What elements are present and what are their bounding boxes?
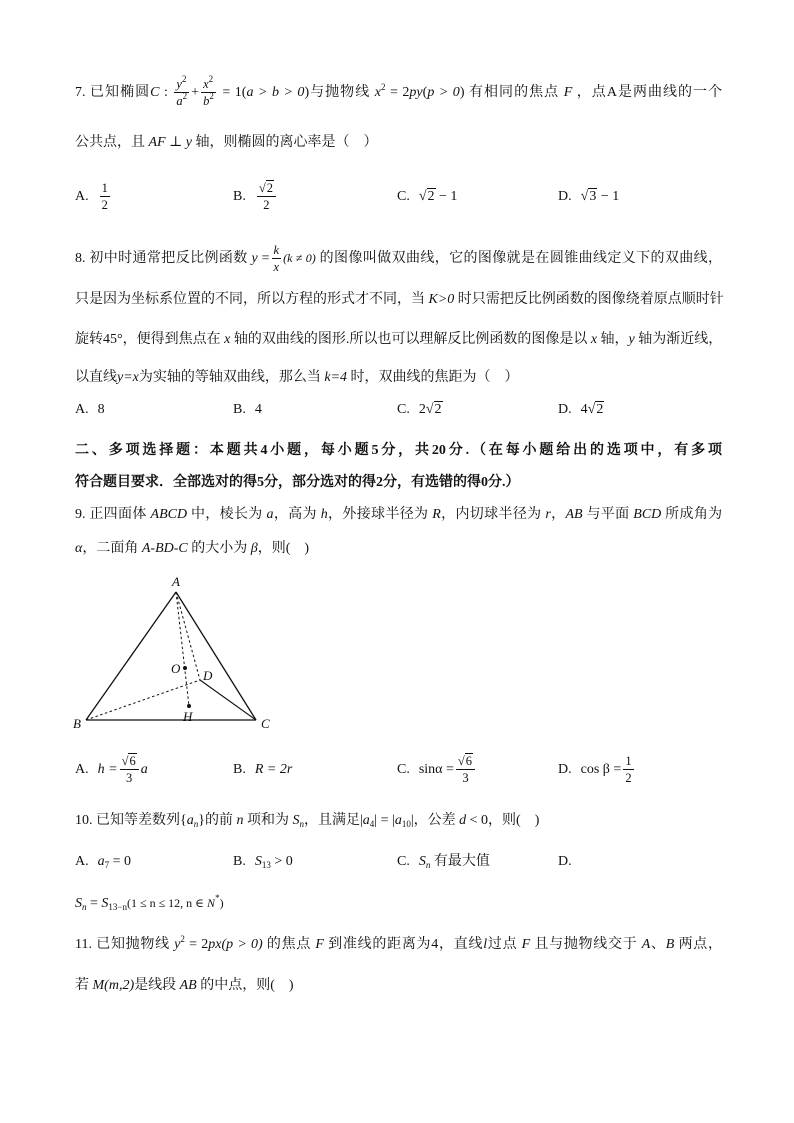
paren-close: ) [459,85,465,100]
separator: 、 [650,937,666,952]
question-text: ， [550,507,566,522]
q10-option-d [558,852,581,872]
question-text: 有相同的焦点 [469,85,560,100]
question-text: 中，棱长为 [190,507,263,522]
focus-label: F [563,85,573,100]
option-label: A. [75,402,89,417]
segment-label: AB [179,978,197,993]
question-text: 两点， [678,937,723,952]
label-b: B [73,716,81,731]
variable: x [590,332,598,347]
option-rest: − 1 [439,189,458,204]
colon: : [164,85,168,100]
radical-sign: √ [258,181,266,196]
variable: x [374,85,381,100]
question-text: 公共点，且 [75,135,145,150]
angle-beta: β [250,541,258,556]
segment-label: AF [148,135,166,150]
fraction-k-over-x [272,244,282,273]
fraction [120,755,139,784]
section-heading-line-1: 二、多项选择题：本题共4小题，每小题5分，共20分.（在每小题给出的选项中，有多项 [75,443,722,458]
q8-option-d [558,400,604,420]
variable: a [176,93,183,108]
question-text: ，二面角 [82,541,139,556]
option-label: D. [558,402,572,417]
option-lhs: cos β = [580,762,622,777]
fraction [257,182,276,211]
variable: S [75,896,82,911]
focus-label: F [521,937,531,952]
question-text: ，且满足 [303,813,360,828]
radicand: 6 [129,754,136,769]
label-o: O [171,661,181,676]
variable: r [545,507,551,522]
q7-line-1 [75,74,723,108]
q7-option-a [75,181,112,212]
variable: x [203,77,209,92]
fraction-denominator [174,90,189,108]
angle-value: 45° [103,332,123,347]
angle-alpha: α [75,541,83,556]
fraction-x2-over-b2 [201,74,216,108]
label-h: H [183,709,193,724]
subscript: 13 [261,860,271,870]
variable: a [140,762,148,777]
point-label: M [92,978,105,993]
question-text: 以直线 [75,370,117,385]
edge-dc [200,680,256,720]
set-symbol: N [207,896,216,910]
question-text: ，公差 [413,813,456,828]
line-label: l [483,937,488,952]
edge-ac [176,592,256,720]
point-label: A [641,937,651,952]
coefficient: 4 [580,402,588,417]
condition: (k ≠ 0) [283,251,316,265]
option-rest: > 0 [274,854,293,869]
subscript: n [425,860,431,870]
focus-label: F [315,937,324,952]
point-label: B [665,937,675,952]
question-text: 到准线的距离为 [328,937,432,952]
parabola-condition: p > 0 [427,85,460,100]
fraction [100,182,110,211]
fraction-y2-over-a2 [174,74,189,108]
q10-option-a [75,852,131,872]
exponent: 2 [181,74,187,85]
abs-bar: | [392,813,395,828]
question-text: 旋转 [75,332,103,347]
q8-option-a [75,400,105,420]
option-rest: 有最大值 [433,854,490,869]
fraction-numerator [120,755,139,770]
option-label: C. [397,189,410,204]
question-text: 轴， [600,332,629,347]
option-label: A. [75,189,89,204]
fraction-denominator: 3 [126,770,133,785]
question-text: 只是因为坐标系位置的不同，所以方程的形式才不同，当 [75,292,425,307]
question-text: ，外接球半径为 [327,507,429,522]
option-label: B. [233,854,246,869]
question-text: 过点 [487,937,518,952]
subscript: 7 [104,860,110,870]
radical-sign: √ [121,754,129,769]
question-number: 9. [75,507,86,522]
question-text: 时，双曲线的焦距为（ ） [350,370,519,385]
q9-option-b [233,760,292,780]
radical-sign: √ [418,189,427,204]
q10-option-c [397,852,490,872]
solid-name: ABCD [150,507,188,522]
question-text: 初中时通常把反比例函数 [89,251,248,266]
variable: S [101,896,109,911]
exponent: 2 [209,90,214,101]
plus-sign: + [191,85,200,100]
ellipse-condition: a > b > 0 [246,85,305,100]
question-text: 与平面 [586,507,630,522]
option-label: D. [558,189,572,204]
question-text: 是线段 [134,978,177,993]
subscript: n [193,819,199,829]
equals-sign: = [261,251,270,266]
distance-value: 4 [431,937,439,952]
question-text: ，高为 [273,507,317,522]
q8-line-1 [75,243,723,274]
q8-option-b [233,400,262,420]
question-text: 项和为 [246,813,289,828]
fraction-numerator: k [273,243,280,258]
question-text: 已知椭圆 [90,85,151,100]
exponent: 2 [180,934,185,944]
fraction-denominator: x [273,259,280,274]
variable: a [394,813,402,828]
variable: py [409,85,423,100]
option-label: C. [397,762,410,777]
variable: y [185,135,192,150]
q8-option-c [397,400,443,420]
question-number: 8. [75,251,86,266]
question-text: 时只需把反比例函数的图像绕着原点顺时针 [457,292,724,307]
radicand: 6 [465,754,473,769]
q9-line-2 [75,539,309,559]
condition: (p > 0) [221,937,263,952]
abs-bar: | [359,813,363,828]
line-equation: y=x [117,370,139,385]
condition: K>0 [428,292,455,307]
plane-label: BCD [633,507,662,522]
q9-option-d [558,754,636,785]
section-heading-line-2: 符合题目要求．全部选对的得5分，部分选对的得2分，有选错的得0分.） [75,475,520,490]
equals-sign: = [90,896,98,911]
question-text: 的大小为 [191,541,248,556]
q7-option-d [558,187,619,207]
option-label: C. [397,854,410,869]
radicand: 3 [589,189,597,204]
question-text: ，则( ) [257,541,310,556]
question-text: 轴为渐近线， [638,332,723,347]
coefficient: 2 [418,402,426,417]
option-label: B. [233,402,246,417]
option-value: 8 [97,402,105,417]
fraction-denominator: 2 [625,770,632,785]
variable: y [176,77,182,92]
radicand: 2 [434,402,442,417]
equals-one: = 1 [222,85,242,100]
condition: k=4 [324,370,348,385]
subscript: 10 [401,819,411,829]
fraction-numerator: 1 [101,181,108,196]
fraction-numerator: 1 [625,754,632,769]
variable: px [208,937,222,952]
question-number: 7. [75,85,86,100]
paren-close: ) [219,896,224,910]
question-number: 10. [75,813,93,828]
question-text: 已知等差数列 [96,813,180,828]
variable: y [251,251,258,266]
radicand: 2 [427,189,435,204]
option-value: 4 [254,402,262,417]
question-text: 轴，则椭圆的离心率是（ ） [195,135,378,150]
inequality: < 0 [469,813,489,828]
fraction-denominator: 2 [263,197,270,212]
radicand: 2 [266,181,273,196]
question-text: 的焦点 [266,937,312,952]
perpendicular-symbol: ⊥ [169,135,183,150]
q9-line-1 [75,505,722,525]
variable: a [362,813,370,828]
variable: a [97,854,105,869]
option-lhs: sinα = [418,762,454,777]
option-label: D. [558,854,572,869]
q7-option-c [397,187,457,207]
ellipse-name: C [150,85,160,100]
q7-option-b [233,181,278,212]
tetrahedron-figure [70,570,290,735]
q11-line-1 [75,935,722,955]
label-d: D [203,668,213,683]
subscript: 4 [369,819,375,829]
subscript: 13−n [108,902,127,912]
q7-line-2 [75,133,378,153]
question-text: ，内切球半径为 [440,507,542,522]
fraction [623,755,633,784]
equation-part: = 2 [189,937,209,952]
option-rest: − 1 [600,189,620,204]
brace-open: { [180,813,187,828]
q8-line-3 [75,330,722,350]
point-h [187,704,191,708]
question-text: 为实轴的等轴双曲线，那么当 [138,370,321,385]
question-text: 的图像叫做双曲线，它的图像就是在圆锥曲线定义下的双曲线， [319,251,723,266]
question-text: 正四面体 [89,507,147,522]
radical-sign: √ [425,402,434,417]
paren-open: ( [241,85,247,100]
variable: y [628,332,635,347]
point-coordinates: (m,2) [104,978,135,993]
paren-close: ) [304,85,310,100]
fraction-denominator: 3 [462,770,469,785]
variable: R [432,507,441,522]
exponent: 2 [208,74,214,85]
abs-bar: | [410,813,414,828]
variable: S [292,813,300,828]
q8-line-4 [75,368,519,388]
option-label: B. [233,189,246,204]
point-o [183,666,187,670]
dihedral-label: A-BD-C [141,541,188,556]
question-text: 与抛物线 [309,85,371,100]
question-text: 的中点，则( ) [200,978,294,993]
fraction [456,755,475,784]
radical-sign: √ [457,754,465,769]
question-text: 轴的双曲线的图形.所以也可以理解反比例函数的图像是以 [233,332,588,347]
equation-part: = 2 [390,85,410,100]
condition: (1 ≤ n ≤ 12, n ∈ [126,896,208,910]
question-text: ，便得到焦点在 [122,332,221,347]
question-text: ，则( ) [488,813,540,828]
subscript: n [82,902,87,912]
option-label: A. [75,854,89,869]
q10-line-1 [75,811,539,831]
q8-line-2 [75,290,722,310]
fraction-denominator [201,90,216,108]
question-text: 若 [75,978,89,993]
abs-bar: | [374,813,378,828]
variable: n [236,813,244,828]
option-label: B. [233,762,246,777]
variable: a [266,507,274,522]
fraction-numerator [257,182,276,197]
fraction-numerator [456,755,475,770]
option-rest: = 0 [112,854,132,869]
radicand: 2 [596,402,604,417]
label-c: C [261,716,270,731]
superscript: * [215,893,220,903]
q11-line-2 [75,976,294,996]
segment-label: AB [565,507,583,522]
equals-sign: = [380,813,389,828]
variable: S [418,854,426,869]
fraction-denominator: 2 [101,197,108,212]
variable: x [224,332,231,347]
exponent: 2 [380,82,386,92]
q10-option-d-content [75,893,224,913]
question-text: 且与抛物线交于 [534,937,638,952]
question-text: 的前 [204,813,233,828]
option-label: A. [75,762,89,777]
radical-sign: √ [580,189,589,204]
option-expression: R = 2r [254,762,293,777]
label-a: A [172,574,180,589]
variable: h [320,507,328,522]
q9-option-c [397,754,477,785]
edge-ab [86,592,176,720]
q10-option-b [233,852,293,872]
subscript: n [299,819,304,829]
variable: a [186,813,194,828]
variable: y [174,937,181,952]
paren-open: ( [422,85,428,100]
variable: S [254,854,262,869]
q9-option-a [75,754,148,785]
option-label: C. [397,402,410,417]
question-number: 11. [75,937,92,952]
exponent: 2 [182,90,188,101]
question-text: 已知抛物线 [96,937,170,952]
brace-close: } [198,813,205,828]
question-text: ，点A是两曲线的一个 [576,85,723,100]
question-text: 所成角为 [665,507,723,522]
option-lhs: h = [97,762,118,777]
radical-sign: √ [587,402,596,417]
option-label: D. [558,762,572,777]
question-text: ，直线 [438,937,484,952]
variable: d [459,813,467,828]
variable: b [203,93,210,108]
